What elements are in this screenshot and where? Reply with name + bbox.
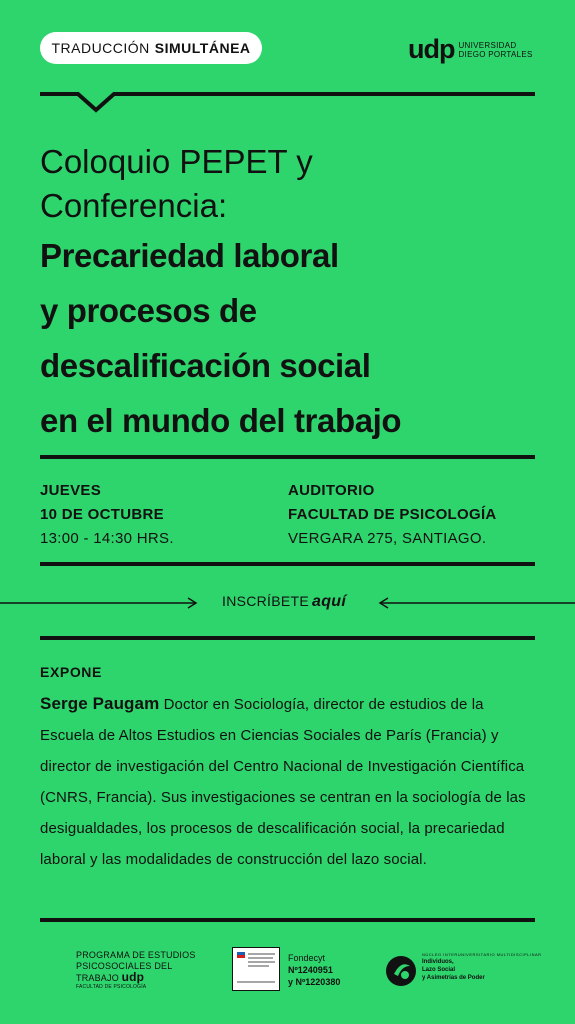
udp-logo-line2: DIEGO PORTALES <box>458 49 533 59</box>
badge-text-bold: SIMULTÁNEA <box>154 40 251 56</box>
program-line: PSICOSOCIALES DEL <box>76 961 173 971</box>
udp-logo-mark: udp <box>408 34 455 64</box>
arrow-right-icon <box>0 592 200 614</box>
udp-logo-line1: UNIVERSIDAD <box>458 40 517 50</box>
register-text: INSCRÍBETE <box>222 593 310 609</box>
simultaneous-translation-badge <box>40 32 262 64</box>
register-link[interactable] <box>0 592 575 614</box>
nucleo-line: y Asimetrías de Poder <box>422 975 485 981</box>
anid-seal-logo <box>232 947 280 991</box>
udp-logo-text <box>458 41 532 59</box>
event-subtitle <box>40 140 540 228</box>
nucleo-info <box>422 952 542 982</box>
speaker-name: Serge Paugam <box>40 694 160 713</box>
event-when <box>40 479 174 551</box>
speaker-description: Doctor en Sociología, director de estudios de la Escuela de Altos Estudios en Ciencias Sociales de París (Francia) y director de investigación del Centro Nacional de Investigación Científica (CNRS, Francia). Sus investigaciones se centran en la sociología de las desigualdades, los procesos de descalificación social, la precariedad laboral y las modalidades de construcción del lazo social. <box>40 696 526 868</box>
program-udp-mark: udp <box>121 970 145 984</box>
badge-text: TRADUCCIÓN <box>51 40 150 56</box>
nucleo-line: Lazo Social <box>422 967 456 973</box>
register-here: aquí <box>312 593 347 610</box>
title-line: en el mundo del trabajo <box>40 402 402 439</box>
title-line: Precariedad laboral <box>40 237 339 274</box>
divider <box>40 455 535 459</box>
nucleo-logo-icon <box>384 954 418 988</box>
divider <box>40 562 535 566</box>
program-line: PROGRAMA DE ESTUDIOS <box>76 950 196 960</box>
speaker-bio <box>40 688 530 875</box>
program-line: TRABAJO <box>76 973 119 983</box>
title-line: y procesos de <box>40 292 257 329</box>
event-day: JUEVES <box>40 482 101 499</box>
event-time: 13:00 - 14:30 HRS. <box>40 530 174 547</box>
udp-logo <box>408 36 533 63</box>
program-faculty: FACULTAD DE PSICOLOGÍA <box>76 984 147 990</box>
event-faculty: FACULTAD DE PSICOLOGÍA <box>288 506 497 523</box>
fondecyt-number: y Nº1220380 <box>288 977 341 987</box>
register-label <box>222 593 346 611</box>
fondecyt-label: Fondecyt <box>288 953 326 963</box>
fondecyt-info <box>288 952 340 988</box>
title-line: descalificación social <box>40 347 371 384</box>
event-date: 10 DE OCTUBRE <box>40 506 164 523</box>
divider <box>40 918 535 922</box>
speaker-heading: EXPONE <box>40 664 102 680</box>
arrow-left-icon <box>376 592 575 614</box>
event-venue: AUDITORIO <box>288 482 375 499</box>
program-logo <box>76 950 196 991</box>
divider <box>40 636 535 640</box>
event-address: VERGARA 275, SANTIAGO. <box>288 530 487 547</box>
subtitle-line: Coloquio PEPET y <box>40 143 313 180</box>
top-rule-with-notch <box>40 92 535 116</box>
nucleo-small-text: NÚCLEO INTERUNIVERSITARIO MULTIDISCIPLINAR <box>422 952 542 957</box>
subtitle-line: Conferencia: <box>40 187 228 224</box>
event-title <box>40 228 550 448</box>
fondecyt-number: Nº1240951 <box>288 965 333 975</box>
nucleo-line: Individuos, <box>422 959 454 965</box>
event-where <box>288 479 497 551</box>
